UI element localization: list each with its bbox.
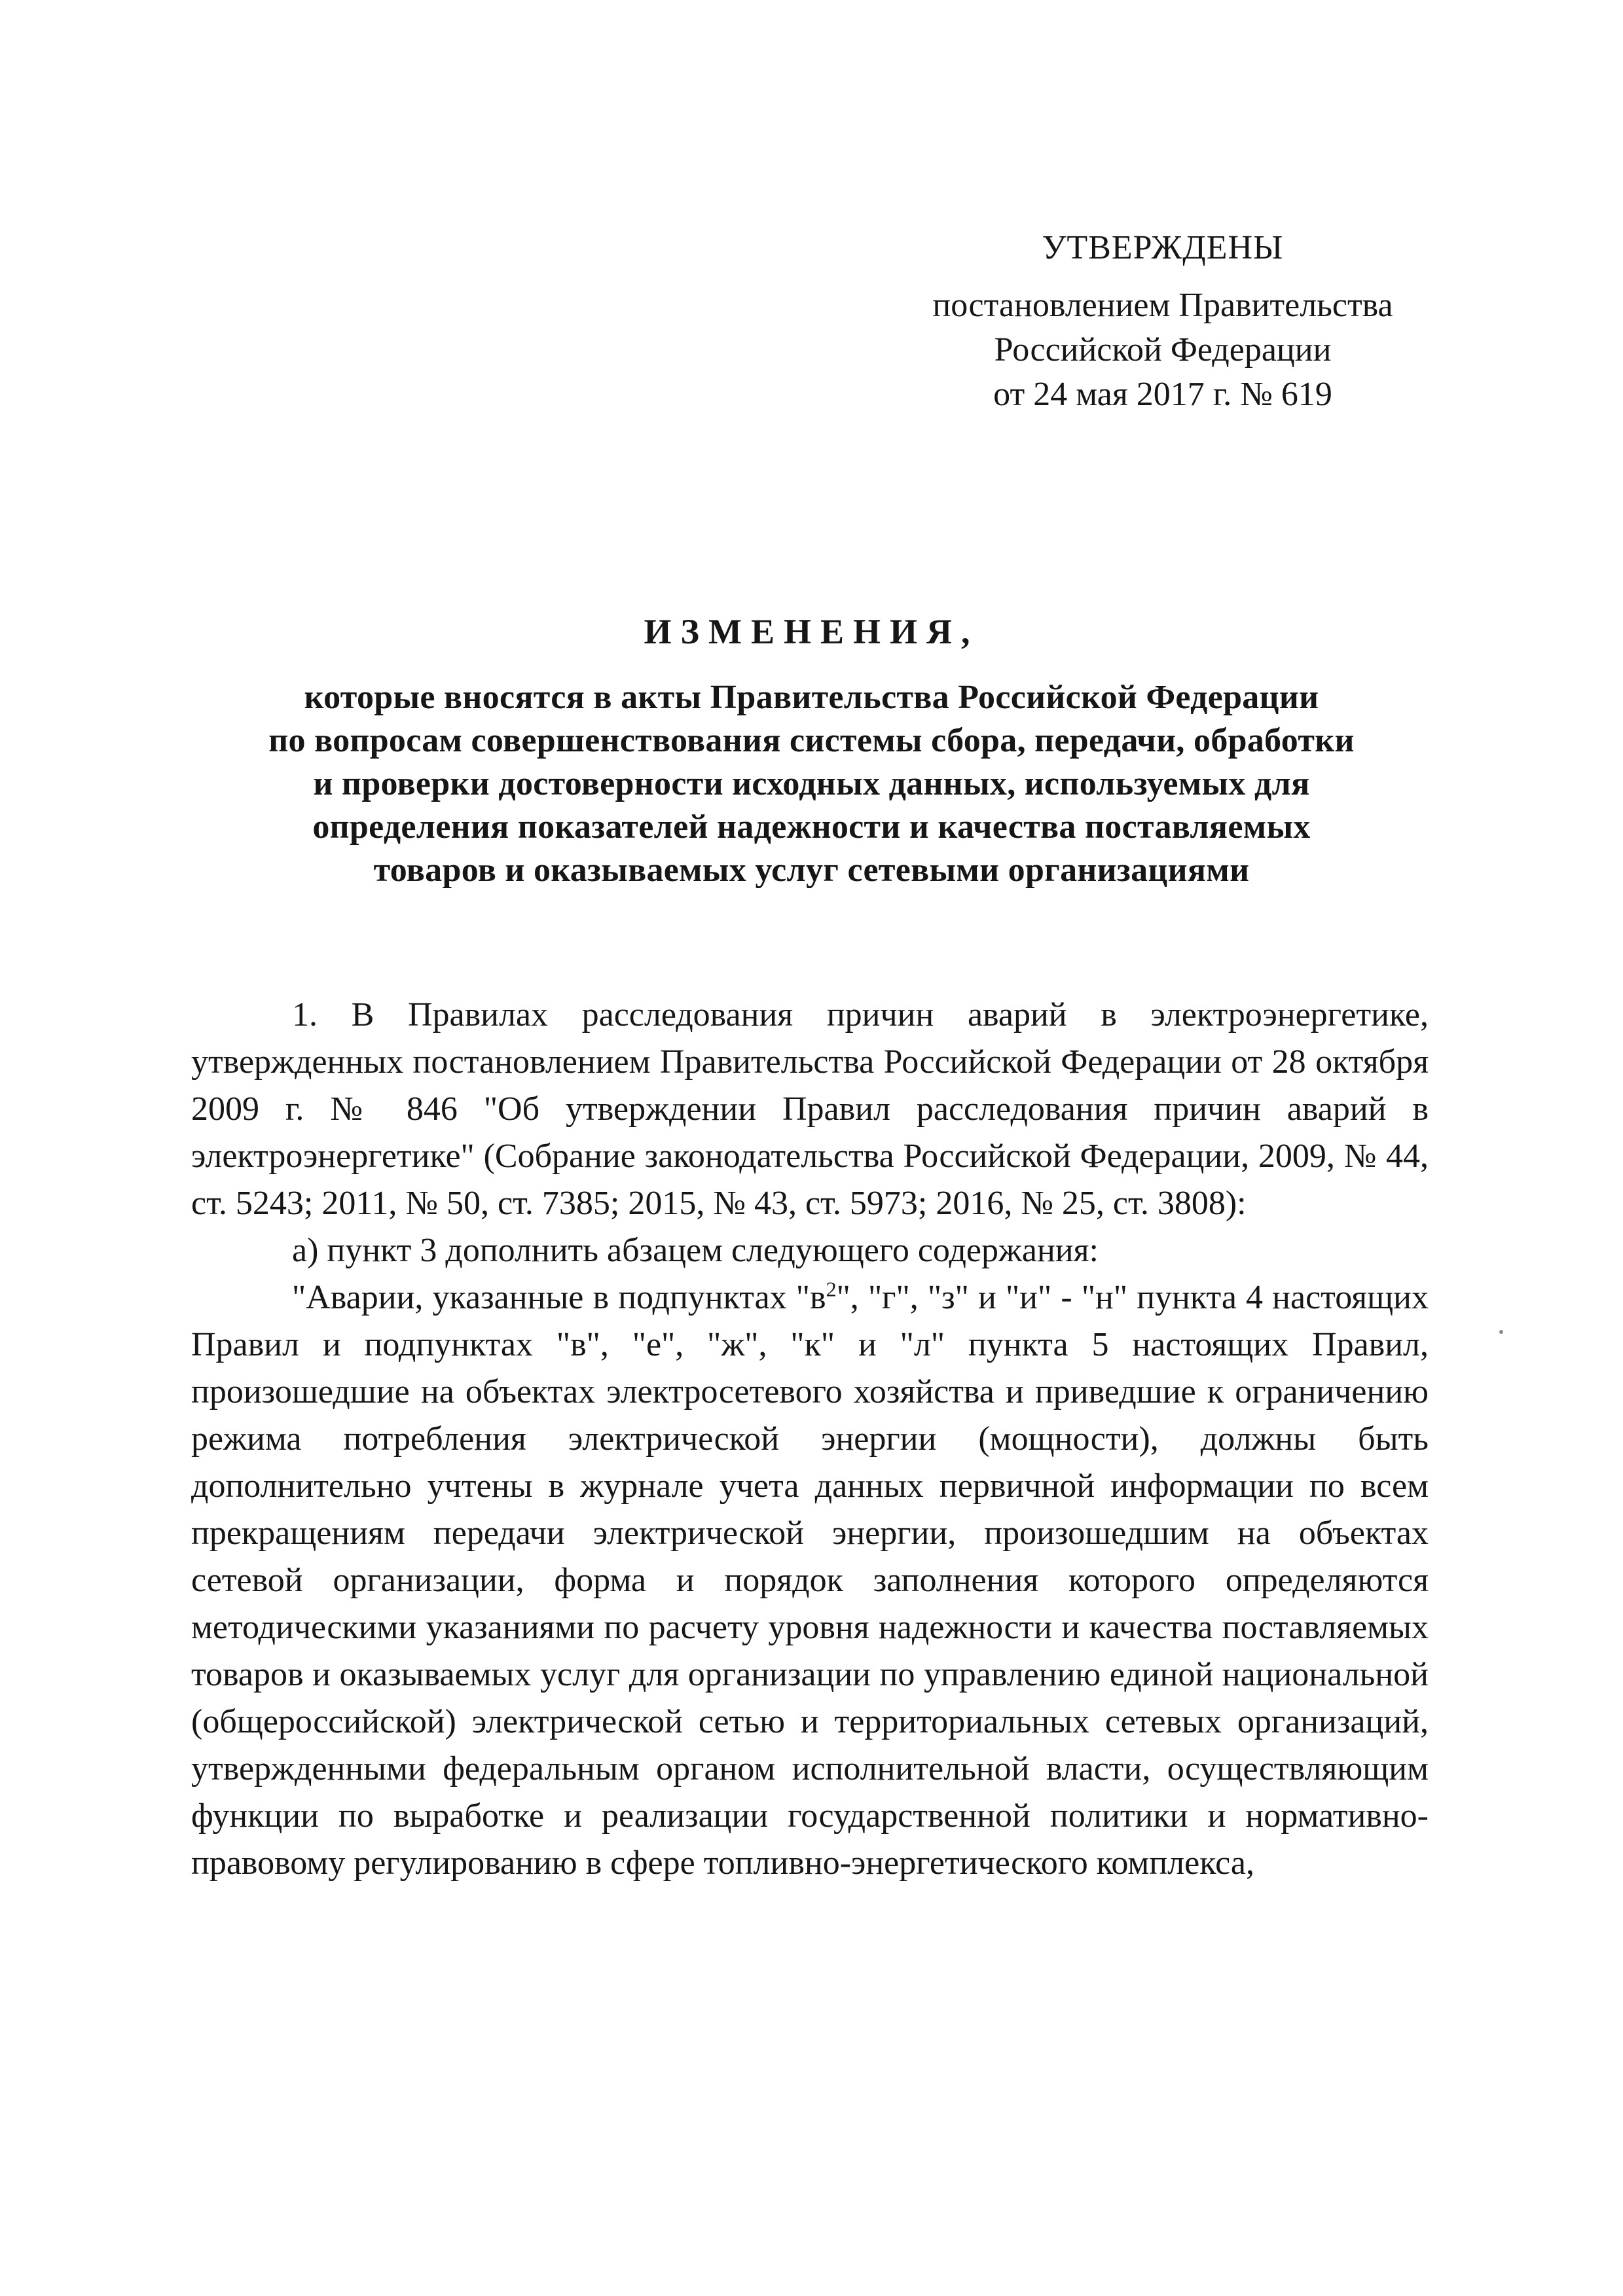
subtitle-line: товаров и оказываемых услуг сетевыми организациями [373, 852, 1250, 889]
approval-line-date-number: от 24 мая 2017 г. № 619 [993, 376, 1332, 413]
approval-stamp: УТВЕРЖДЕНЫ [1042, 229, 1284, 266]
paragraph-subitem-a: а) пункт 3 дополнить абзацем следующего содержания: [292, 1232, 1099, 1269]
document-heading [172, 609, 1451, 892]
paragraph-item-1: 1. В Правилах расследования причин аварий в электроэнергетике, утвержденных постановлением Правительства Российской Федерации от 28 октября 2009 г. № 846 "Об утверждении Правил расследования причин аварий в электроэнергетике" (Собрание законодательства Российской Федерации, 2009, № 44, ст. 5243; 2011, № 50, ст. 7385; 2015, № 43, ст. 5973; 2016, № 25, ст. 3808): [191, 996, 1429, 1222]
subtitle-line: по вопросам совершенствования системы сбора, передачи, обработки [268, 722, 1355, 759]
approval-block [848, 226, 1477, 417]
scan-margin-dot [1499, 1330, 1503, 1334]
paragraph-quoted-text [191, 1274, 1429, 1887]
subtitle-line: и проверки достоверности исходных данных, используемых для [313, 765, 1310, 802]
quoted-text-start: "Аварии, указанные в подпунктах "в [292, 1279, 826, 1316]
document-body [191, 992, 1429, 1887]
document-title: ИЗМЕНЕНИЯ, [644, 612, 979, 651]
superscript-mark: 2 [826, 1277, 837, 1301]
document-subtitle [172, 676, 1451, 892]
subtitle-line: определения показателей надежности и качества поставляемых [312, 808, 1311, 846]
quoted-text-rest: ", "г", "з" и "и" - "н" пункта 4 настоящих Правил и подпунктах "в", "е", "ж", "к" и "л" пункта 5 настоящих Правил, произошедшие на объектах электросетевого хозяйства и приведшие к ограничению режима потребления электрической энергии (мощности), должны быть дополнительно учтены в журнале учета данных первичной информации по всем прекращениям передачи электрической энергии, произошедшим на объектах сетевой организации, форма и порядок заполнения которого определяются методическими указаниями по расчету уровня надежности и качества поставляемых товаров и оказываемых услуг для организации по управлению единой национальной (общероссийской) электрической сетью и территориальных сетевых организаций, утвержденными федеральным органом исполнительной власти, осуществляющим функции по выработке и реализации государственной политики и нормативно-правовому регулированию в сфере топливно-энергетического комплекса, [191, 1279, 1429, 1882]
approval-line-resolution: постановлением Правительства [932, 287, 1393, 324]
subtitle-line: которые вносятся в акты Правительства Российской Федерации [304, 679, 1319, 716]
approval-line-federation: Российской Федерации [994, 331, 1332, 368]
